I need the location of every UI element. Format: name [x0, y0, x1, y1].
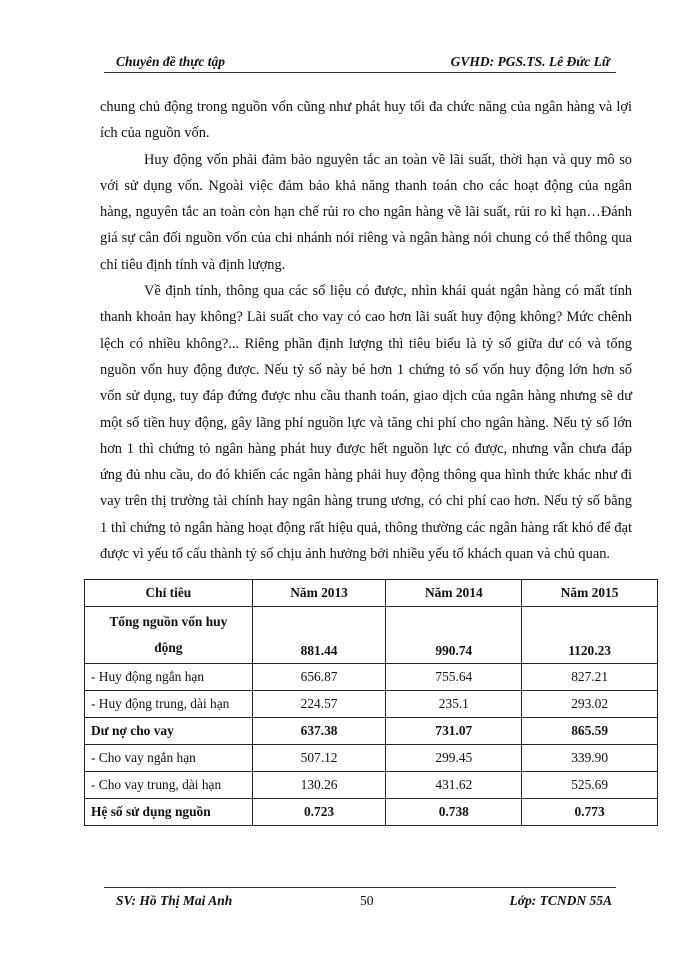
header-indicator: Chỉ tiêu: [85, 580, 253, 607]
cell-value: 865.59: [522, 718, 658, 745]
cell-value: 299.45: [386, 745, 522, 772]
row-label: - Cho vay ngắn hạn: [85, 745, 253, 772]
cell-value: 656.87: [252, 664, 386, 691]
cell-value: 525.69: [522, 772, 658, 799]
table-row: [85, 718, 658, 745]
table-row: [85, 745, 658, 772]
cell-value: 0.773: [522, 799, 658, 826]
table-row: [85, 799, 658, 826]
row-label-line1: Tổng nguồn vốn huy: [109, 614, 228, 629]
cell-value: 990.74: [386, 607, 522, 664]
cell-value: 507.12: [252, 745, 386, 772]
cell-value: 731.07: [386, 718, 522, 745]
page-header: [104, 52, 616, 72]
header-divider: [104, 72, 616, 73]
table-header-row: [85, 580, 658, 607]
header-year-2014: Năm 2014: [386, 580, 522, 607]
row-label: [85, 607, 253, 664]
cell-value: 637.38: [252, 718, 386, 745]
table-row: [85, 772, 658, 799]
page-footer: [104, 890, 616, 912]
footer-student: SV: Hồ Thị Mai Anh: [116, 893, 233, 908]
row-label: - Huy động trung, dài hạn: [85, 691, 253, 718]
cell-value: 755.64: [386, 664, 522, 691]
cell-value: 235.1: [386, 691, 522, 718]
page-number: 50: [360, 893, 374, 908]
paragraph-3: Về định tính, thông qua các số liệu có được, nhìn khái quát ngân hàng có mất tính thanh khoản hay không? Lãi suất cho vay có cao hơn lãi suất huy động không? Mức chênh lệch có nhiều không?... Riêng phần định lượng thì tiêu biểu là tỷ số giữa dư có và tổng nguồn vốn huy động được. Nếu tỷ số này bé hơn 1 chứng tỏ số vốn huy động lớn hơn số vốn sử dụng, tuy đáp đứng được nhu cầu thanh toán, giao dịch của ngân hàng nhưng sẽ dư một số tiền huy động, gây lãng phí nguồn lực và tăng chi phí cho ngân hàng. Nếu tỷ số lớn hơn 1 thì chứng tỏ ngân hàng phát huy được hết nguồn lực có được, nhưng vẫn chưa đáp ứng đủ nhu cầu, do đó khiến các ngân hàng phải huy động thông qua hình thức khác như đi vay trên thị trường tài chính hay ngân hàng trung ương, có chi phí cao hơn. Nếu tỷ số bằng 1 thì chứng tỏ ngân hàng hoạt động rất hiệu quả, thông thường các ngân hàng rất khó để đạt được vì yếu tố cấu thành tỷ số chịu ảnh hưởng bởi nhiều yếu tố khách quan và chủ quan.: [100, 283, 632, 563]
table-row: [85, 607, 658, 664]
footer-divider: [104, 887, 616, 888]
cell-value: 224.57: [252, 691, 386, 718]
row-label: - Huy động ngắn hạn: [85, 664, 253, 691]
footer-class: Lớp: TCNDN 55A: [509, 893, 612, 908]
cell-value: 431.62: [386, 772, 522, 799]
cell-value: 1120.23: [522, 607, 658, 664]
paragraph-1: chung chủ động trong nguồn vốn cũng như phát huy tối đa chức năng của ngân hàng và lợi ích của nguồn vốn.: [100, 99, 632, 142]
cell-value: 130.26: [252, 772, 386, 799]
header-advisor: GVHD: PGS.TS. Lê Đức Lữ: [450, 54, 610, 69]
row-label: Dư nợ cho vay: [85, 718, 253, 745]
cell-value: 0.723: [252, 799, 386, 826]
cell-value: 881.44: [252, 607, 386, 664]
capital-usage-table: [84, 579, 658, 826]
header-year-2015: Năm 2015: [522, 580, 658, 607]
cell-value: 293.02: [522, 691, 658, 718]
body-text: [100, 94, 632, 567]
row-label: - Cho vay trung, dài hạn: [85, 772, 253, 799]
header-year-2013: Năm 2013: [252, 580, 386, 607]
cell-value: 0.738: [386, 799, 522, 826]
table-row: [85, 691, 658, 718]
cell-value: 827.21: [522, 664, 658, 691]
cell-value: 339.90: [522, 745, 658, 772]
row-label-line2: động: [154, 640, 183, 655]
table-row: [85, 664, 658, 691]
row-label: Hệ số sử dụng nguồn: [85, 799, 253, 826]
paragraph-2: Huy động vốn phải đảm bảo nguyên tắc an toàn về lãi suất, thời hạn và quy mô so với sử dụng vốn. Ngoài việc đảm bảo khả năng thanh toán cho các hoạt động của ngân hàng, nguyên tắc an toàn còn hạn chế rủi ro cho ngân hàng về lãi suất, rủi ro kì hạn…Đánh giá sự cân đối nguồn vốn của chi nhánh nói riêng và ngân hàng nói chung có thể thông qua chỉ tiêu định tính và định lượng.: [100, 151, 632, 273]
header-title: Chuyên đề thực tập: [116, 54, 225, 69]
